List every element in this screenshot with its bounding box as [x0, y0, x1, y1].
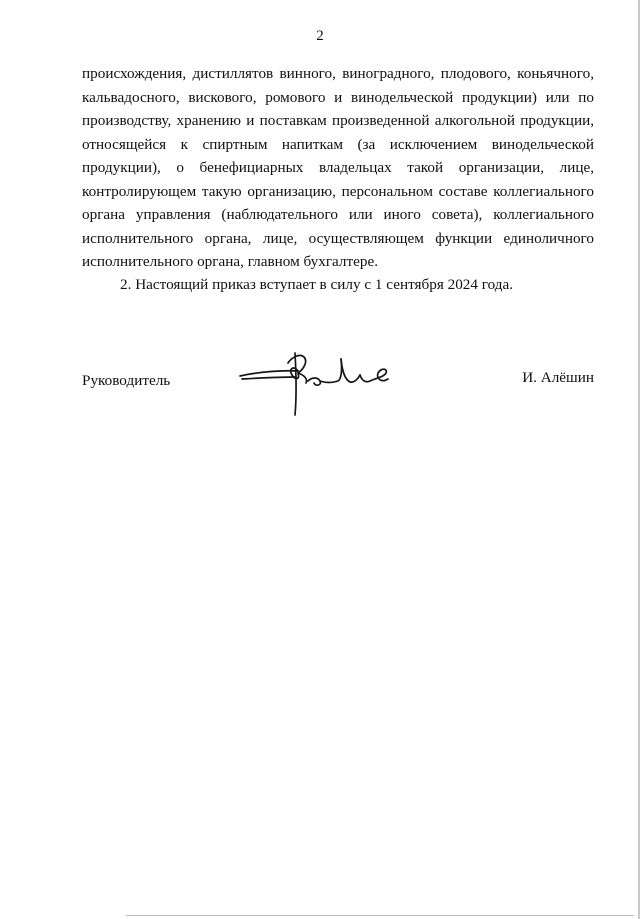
- paragraph-1-line: продукции), о бенефициарных владельцах такой организации, лице,: [82, 159, 594, 176]
- paragraph-1-line: органа управления (наблюдательного или иного совета), коллегиального: [82, 206, 594, 223]
- paragraph-1-line: контролирующем такую организацию, персональном составе коллегиального: [82, 182, 594, 200]
- signer-role: Руководитель: [82, 372, 171, 389]
- paragraph-1: [82, 62, 594, 274]
- paragraph-1-line: кальвадосного, вискового, ромового и винодельческой продукции) или по: [82, 88, 594, 106]
- paragraph-2: 2. Настоящий приказ вступает в силу с 1 сентября 2024 года.: [120, 276, 514, 293]
- page-edge-line: [126, 915, 634, 916]
- paragraph-1-line: исполнительного органа, лице, осуществляющем функции единоличного: [82, 229, 594, 247]
- page-number: 2: [316, 28, 324, 44]
- paragraph-1-line: относящейся к спиртным напиткам (за исключением винодельческой: [82, 135, 594, 153]
- paragraph-1-line: производству, хранению и поставкам произведенной алкогольной продукции,: [82, 112, 594, 129]
- paragraph-1-line: исполнительного органа, главном бухгалтере.: [82, 253, 379, 270]
- paragraph-1-line: происхождения, дистиллятов винного, виноградного, плодового, коньячного,: [82, 65, 594, 82]
- handwritten-signature: [238, 345, 398, 420]
- signer-name: И. Алёшин: [522, 369, 594, 386]
